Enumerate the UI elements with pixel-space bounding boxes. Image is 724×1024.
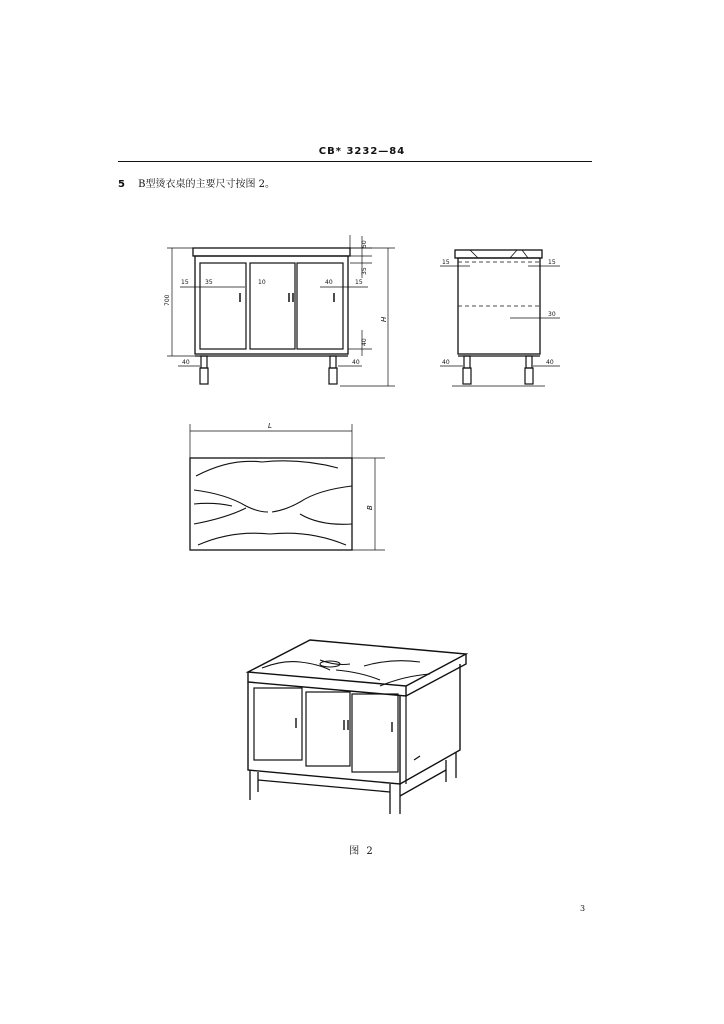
dim-bottom-gap: 40 <box>361 338 368 346</box>
persp-door-left <box>254 688 302 760</box>
front-body <box>195 256 348 354</box>
clause-text: B型烫衣桌的主要尺寸按图 2。 <box>138 179 276 190</box>
dim-length: L <box>268 422 272 430</box>
dim-overall-height: H <box>380 316 388 322</box>
persp-door-right <box>352 694 398 772</box>
front-door-right <box>297 263 343 349</box>
clause-number: 5 <box>118 179 125 190</box>
perspective-view <box>248 640 466 814</box>
plan-dimension-labels <box>268 422 374 510</box>
side-legs <box>452 356 545 386</box>
dim-top-thickness: 50 <box>361 240 368 248</box>
front-door-left <box>200 263 246 349</box>
dim-door-gap-right: 40 <box>325 279 333 286</box>
side-view <box>440 250 560 386</box>
persp-legs-and-frame <box>250 752 456 814</box>
dim-width: B <box>366 505 374 510</box>
persp-side-face <box>400 664 460 784</box>
figure-caption: 图 2 <box>349 846 375 857</box>
persp-wood-grain <box>262 660 430 686</box>
plan-view <box>190 422 385 550</box>
side-top-slab <box>455 250 542 258</box>
dim-side-gap-left: 15 <box>181 279 189 286</box>
dim-side-rail: 30 <box>548 311 556 318</box>
side-body <box>458 258 540 354</box>
dim-side-left-gap: 15 <box>442 259 450 266</box>
front-dimension-labels <box>164 240 388 366</box>
standard-code-header: CB* 3232—84 <box>318 146 406 157</box>
door-handles <box>240 293 334 302</box>
dim-door-gap-mid: 10 <box>258 279 266 286</box>
dim-door-gap-left: 35 <box>205 279 213 286</box>
plan-dimension-lines <box>190 424 385 550</box>
dim-side-right-gap: 15 <box>548 259 556 266</box>
front-top-slab <box>193 248 350 256</box>
plan-wood-grain <box>194 461 352 545</box>
dim-side-leg-left: 40 <box>442 359 450 366</box>
dim-rail-height: 35 <box>361 267 368 275</box>
side-dimension-labels <box>442 259 556 366</box>
front-door-middle <box>250 263 295 349</box>
front-view <box>164 235 395 386</box>
dim-leg-offset-right: 40 <box>352 359 360 366</box>
dim-height-body: 700 <box>164 294 171 306</box>
dim-side-gap-right: 15 <box>355 279 363 286</box>
persp-front-face <box>248 682 400 784</box>
dim-side-leg-right: 40 <box>546 359 554 366</box>
dim-leg-offset-left: 40 <box>182 359 190 366</box>
front-legs <box>200 356 337 384</box>
page-number: 3 <box>580 904 586 913</box>
